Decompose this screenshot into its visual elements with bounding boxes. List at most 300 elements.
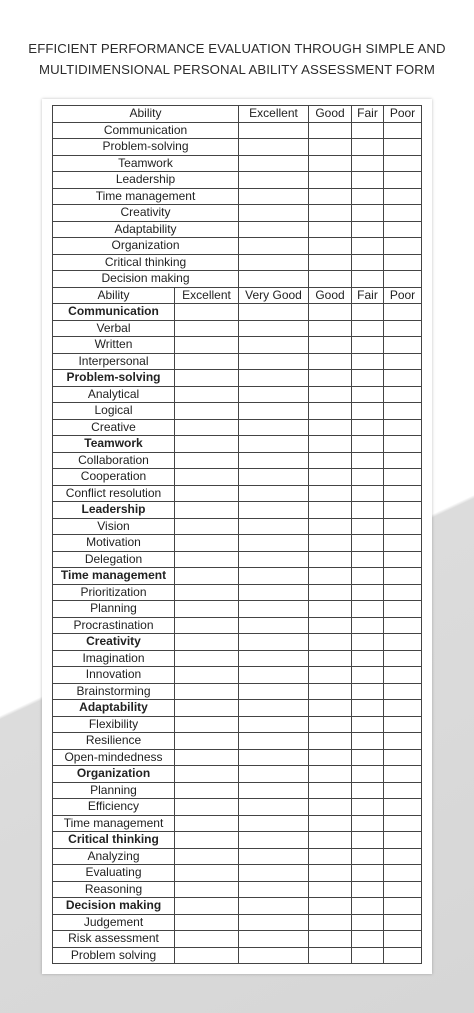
rating-cell-good[interactable] [309,155,352,172]
rating-cell-excellent[interactable] [239,205,309,222]
rating-cell-poor[interactable] [384,535,422,552]
rating-cell-good[interactable] [309,205,352,222]
rating-cell-good[interactable] [309,172,352,189]
table2-header-row [53,287,422,304]
rating-cell-excellent[interactable] [175,452,239,469]
rating-cell-very-good[interactable] [239,667,309,684]
rating-cell-poor[interactable] [384,931,422,948]
rating-cell-poor[interactable] [384,188,422,205]
rating-cell-excellent[interactable] [175,667,239,684]
table2-group-label: Organization [53,766,175,783]
table2-item-label: Time management [53,815,175,832]
rating-cell-good[interactable] [309,337,352,354]
rating-cell-good[interactable] [309,518,352,535]
rating-cell-very-good[interactable] [239,766,309,783]
rating-cell-excellent[interactable] [175,304,239,321]
rating-cell-poor[interactable] [384,419,422,436]
table2-item-label: Verbal [53,320,175,337]
rating-cell-excellent[interactable] [175,881,239,898]
rating-cell-poor[interactable] [384,584,422,601]
rating-cell-poor[interactable] [384,155,422,172]
rating-cell-good[interactable] [309,551,352,568]
rating-cell-fair[interactable] [352,947,384,964]
table2-item-label: Imagination [53,650,175,667]
table2-group-label: Problem-solving [53,370,175,387]
rating-cell-fair[interactable] [352,353,384,370]
rating-cell-excellent[interactable] [175,898,239,915]
table1-row [53,221,422,238]
rating-cell-good[interactable] [309,419,352,436]
rating-cell-very-good[interactable] [239,733,309,750]
rating-cell-fair[interactable] [352,485,384,502]
table2-item-label: Resilience [53,733,175,750]
rating-cell-poor[interactable] [384,947,422,964]
rating-cell-fair[interactable] [352,205,384,222]
rating-cell-excellent[interactable] [175,535,239,552]
rating-cell-fair[interactable] [352,551,384,568]
rating-cell-poor[interactable] [384,551,422,568]
rating-cell-excellent[interactable] [175,799,239,816]
rating-cell-good[interactable] [309,832,352,849]
rating-cell-poor[interactable] [384,452,422,469]
rating-cell-poor[interactable] [384,518,422,535]
rating-cell-fair[interactable] [352,172,384,189]
rating-cell-excellent[interactable] [239,188,309,205]
rating-cell-excellent[interactable] [175,353,239,370]
rating-cell-excellent[interactable] [239,139,309,156]
table1-header-poor: Poor [384,106,422,123]
rating-cell-excellent[interactable] [175,766,239,783]
rating-cell-poor[interactable] [384,386,422,403]
rating-cell-excellent[interactable] [175,865,239,882]
rating-cell-excellent[interactable] [239,221,309,238]
rating-cell-very-good[interactable] [239,370,309,387]
table1-row [53,205,422,222]
rating-cell-excellent[interactable] [175,502,239,519]
table2-item-row [53,716,422,733]
rating-cell-poor[interactable] [384,881,422,898]
table2-item-row [53,881,422,898]
rating-cell-very-good[interactable] [239,518,309,535]
rating-cell-excellent[interactable] [239,254,309,271]
rating-cell-poor[interactable] [384,766,422,783]
rating-cell-very-good[interactable] [239,353,309,370]
rating-cell-good[interactable] [309,733,352,750]
table2-group-row [53,832,422,849]
rating-cell-good[interactable] [309,271,352,288]
rating-cell-excellent[interactable] [175,551,239,568]
rating-cell-good[interactable] [309,931,352,948]
rating-cell-poor[interactable] [384,700,422,717]
table1-ability-label: Leadership [53,172,239,189]
table1-ability-label: Time management [53,188,239,205]
table2-group-label: Decision making [53,898,175,915]
table2-item-label: Risk assessment [53,931,175,948]
rating-cell-poor[interactable] [384,617,422,634]
rating-cell-good[interactable] [309,848,352,865]
rating-cell-poor[interactable] [384,205,422,222]
rating-cell-very-good[interactable] [239,700,309,717]
table2-group-label: Teamwork [53,436,175,453]
rating-cell-poor[interactable] [384,254,422,271]
rating-cell-excellent[interactable] [175,568,239,585]
rating-cell-fair[interactable] [352,221,384,238]
rating-cell-excellent[interactable] [175,650,239,667]
rating-cell-very-good[interactable] [239,749,309,766]
table2-item-label: Judgement [53,914,175,931]
rating-cell-fair[interactable] [352,617,384,634]
rating-cell-very-good[interactable] [239,502,309,519]
rating-cell-fair[interactable] [352,254,384,271]
rating-cell-very-good[interactable] [239,650,309,667]
table2-item-label: Planning [53,601,175,618]
table2-header-very-good: Very Good [239,287,309,304]
rating-cell-very-good[interactable] [239,568,309,585]
rating-cell-excellent[interactable] [175,386,239,403]
rating-cell-excellent[interactable] [239,122,309,139]
rating-cell-excellent[interactable] [175,947,239,964]
table2-item-row [53,914,422,931]
rating-cell-poor[interactable] [384,749,422,766]
rating-cell-fair[interactable] [352,386,384,403]
rating-cell-excellent[interactable] [175,782,239,799]
rating-cell-fair[interactable] [352,155,384,172]
rating-cell-poor[interactable] [384,370,422,387]
rating-cell-poor[interactable] [384,221,422,238]
table2-group-row [53,898,422,915]
rating-cell-poor[interactable] [384,139,422,156]
table1-header-good: Good [309,106,352,123]
rating-cell-good[interactable] [309,238,352,255]
rating-cell-very-good[interactable] [239,469,309,486]
rating-cell-good[interactable] [309,386,352,403]
table2-item-label: Written [53,337,175,354]
table2-group-row [53,304,422,321]
rating-cell-very-good[interactable] [239,485,309,502]
rating-cell-fair[interactable] [352,271,384,288]
rating-cell-very-good[interactable] [239,452,309,469]
rating-cell-excellent[interactable] [239,155,309,172]
rating-cell-fair[interactable] [352,799,384,816]
rating-cell-good[interactable] [309,947,352,964]
rating-cell-good[interactable] [309,188,352,205]
rating-cell-fair[interactable] [352,469,384,486]
table2-item-row [53,469,422,486]
rating-cell-poor[interactable] [384,320,422,337]
table2-item-label: Reasoning [53,881,175,898]
table2-item-label: Open-mindedness [53,749,175,766]
rating-cell-poor[interactable] [384,832,422,849]
rating-cell-poor[interactable] [384,568,422,585]
rating-cell-good[interactable] [309,749,352,766]
rating-cell-fair[interactable] [352,914,384,931]
rating-cell-good[interactable] [309,221,352,238]
rating-cell-good[interactable] [309,584,352,601]
rating-cell-very-good[interactable] [239,551,309,568]
rating-cell-excellent[interactable] [175,436,239,453]
table2-group-label: Adaptability [53,700,175,717]
rating-cell-fair[interactable] [352,122,384,139]
rating-cell-very-good[interactable] [239,601,309,618]
rating-cell-good[interactable] [309,865,352,882]
rating-cell-poor[interactable] [384,865,422,882]
rating-cell-fair[interactable] [352,749,384,766]
rating-cell-fair[interactable] [352,733,384,750]
rating-cell-very-good[interactable] [239,634,309,651]
rating-cell-fair[interactable] [352,535,384,552]
rating-cell-good[interactable] [309,799,352,816]
rating-cell-fair[interactable] [352,931,384,948]
rating-cell-excellent[interactable] [175,832,239,849]
rating-cell-fair[interactable] [352,502,384,519]
rating-cell-very-good[interactable] [239,914,309,931]
rating-cell-very-good[interactable] [239,832,309,849]
table2-item-row [53,337,422,354]
rating-cell-excellent[interactable] [175,815,239,832]
rating-cell-good[interactable] [309,452,352,469]
rating-cell-fair[interactable] [352,650,384,667]
rating-cell-fair[interactable] [352,848,384,865]
rating-cell-good[interactable] [309,436,352,453]
rating-cell-excellent[interactable] [175,634,239,651]
rating-cell-good[interactable] [309,320,352,337]
rating-cell-excellent[interactable] [175,749,239,766]
rating-cell-good[interactable] [309,650,352,667]
rating-cell-good[interactable] [309,766,352,783]
rating-cell-excellent[interactable] [175,320,239,337]
rating-cell-good[interactable] [309,617,352,634]
table2-header-fair: Fair [352,287,384,304]
table2-item-row [53,601,422,618]
table2-item-label: Innovation [53,667,175,684]
rating-cell-very-good[interactable] [239,535,309,552]
table1-ability-label: Adaptability [53,221,239,238]
table2-item-label: Motivation [53,535,175,552]
rating-cell-poor[interactable] [384,634,422,651]
rating-cell-fair[interactable] [352,716,384,733]
rating-cell-good[interactable] [309,254,352,271]
rating-cell-poor[interactable] [384,733,422,750]
table2-item-row [53,931,422,948]
rating-cell-very-good[interactable] [239,386,309,403]
rating-cell-fair[interactable] [352,436,384,453]
rating-cell-poor[interactable] [384,914,422,931]
rating-cell-fair[interactable] [352,584,384,601]
rating-cell-poor[interactable] [384,848,422,865]
table2-item-label: Conflict resolution [53,485,175,502]
rating-cell-excellent[interactable] [175,716,239,733]
table2-group-label: Leadership [53,502,175,519]
rating-cell-fair[interactable] [352,815,384,832]
rating-cell-good[interactable] [309,782,352,799]
rating-cell-very-good[interactable] [239,898,309,915]
rating-cell-good[interactable] [309,403,352,420]
rating-cell-poor[interactable] [384,782,422,799]
rating-cell-excellent[interactable] [175,931,239,948]
rating-cell-fair[interactable] [352,337,384,354]
rating-cell-fair[interactable] [352,766,384,783]
rating-cell-excellent[interactable] [175,518,239,535]
rating-cell-very-good[interactable] [239,931,309,948]
rating-cell-fair[interactable] [352,634,384,651]
rating-cell-fair[interactable] [352,568,384,585]
table2-item-row [53,584,422,601]
rating-cell-poor[interactable] [384,238,422,255]
rating-cell-poor[interactable] [384,271,422,288]
rating-cell-poor[interactable] [384,337,422,354]
rating-cell-poor[interactable] [384,485,422,502]
rating-cell-excellent[interactable] [175,617,239,634]
rating-cell-fair[interactable] [352,898,384,915]
rating-cell-very-good[interactable] [239,848,309,865]
rating-cell-very-good[interactable] [239,815,309,832]
rating-cell-good[interactable] [309,914,352,931]
rating-cell-poor[interactable] [384,601,422,618]
table2-item-label: Logical [53,403,175,420]
rating-cell-good[interactable] [309,139,352,156]
rating-cell-poor[interactable] [384,469,422,486]
rating-cell-excellent[interactable] [175,700,239,717]
table2-item-row [53,535,422,552]
rating-cell-fair[interactable] [352,683,384,700]
rating-cell-good[interactable] [309,304,352,321]
rating-cell-poor[interactable] [384,650,422,667]
form-sheet [42,99,432,974]
rating-cell-poor[interactable] [384,898,422,915]
rating-cell-fair[interactable] [352,832,384,849]
rating-cell-poor[interactable] [384,304,422,321]
rating-cell-fair[interactable] [352,139,384,156]
assessment-table [52,105,422,964]
rating-cell-excellent[interactable] [175,337,239,354]
rating-cell-very-good[interactable] [239,584,309,601]
rating-cell-good[interactable] [309,370,352,387]
table1-ability-label: Problem-solving [53,139,239,156]
rating-cell-fair[interactable] [352,370,384,387]
rating-cell-very-good[interactable] [239,947,309,964]
rating-cell-very-good[interactable] [239,320,309,337]
table1-ability-label: Decision making [53,271,239,288]
rating-cell-very-good[interactable] [239,683,309,700]
table2-group-row [53,370,422,387]
rating-cell-good[interactable] [309,815,352,832]
rating-cell-excellent[interactable] [175,419,239,436]
title-line-1: EFFICIENT PERFORMANCE EVALUATION THROUGH SIMPLE AND [28,41,446,56]
table2-group-label: Communication [53,304,175,321]
rating-cell-poor[interactable] [384,502,422,519]
rating-cell-fair[interactable] [352,238,384,255]
rating-cell-fair[interactable] [352,865,384,882]
rating-cell-excellent[interactable] [239,271,309,288]
rating-cell-poor[interactable] [384,436,422,453]
rating-cell-good[interactable] [309,568,352,585]
rating-cell-good[interactable] [309,898,352,915]
table2-group-row [53,502,422,519]
rating-cell-good[interactable] [309,683,352,700]
table2-item-row [53,452,422,469]
rating-cell-fair[interactable] [352,419,384,436]
rating-cell-fair[interactable] [352,403,384,420]
rating-cell-fair[interactable] [352,320,384,337]
table2-item-label: Analytical [53,386,175,403]
rating-cell-excellent[interactable] [175,469,239,486]
rating-cell-excellent[interactable] [175,733,239,750]
rating-cell-very-good[interactable] [239,865,309,882]
rating-cell-poor[interactable] [384,799,422,816]
rating-cell-excellent[interactable] [239,172,309,189]
rating-cell-poor[interactable] [384,716,422,733]
rating-cell-good[interactable] [309,667,352,684]
rating-cell-fair[interactable] [352,304,384,321]
table2-item-row [53,518,422,535]
rating-cell-good[interactable] [309,353,352,370]
rating-cell-very-good[interactable] [239,716,309,733]
rating-cell-poor[interactable] [384,172,422,189]
rating-cell-excellent[interactable] [175,601,239,618]
rating-cell-very-good[interactable] [239,881,309,898]
table2-item-row [53,733,422,750]
rating-cell-very-good[interactable] [239,403,309,420]
rating-cell-good[interactable] [309,535,352,552]
rating-cell-fair[interactable] [352,782,384,799]
table2-item-row [53,617,422,634]
rating-cell-poor[interactable] [384,815,422,832]
rating-cell-fair[interactable] [352,188,384,205]
rating-cell-good[interactable] [309,485,352,502]
rating-cell-good[interactable] [309,700,352,717]
table2-item-label: Flexibility [53,716,175,733]
rating-cell-fair[interactable] [352,601,384,618]
rating-cell-excellent[interactable] [175,403,239,420]
rating-cell-poor[interactable] [384,403,422,420]
rating-cell-very-good[interactable] [239,782,309,799]
rating-cell-poor[interactable] [384,683,422,700]
rating-cell-excellent[interactable] [175,485,239,502]
rating-cell-poor[interactable] [384,667,422,684]
rating-cell-poor[interactable] [384,122,422,139]
rating-cell-excellent[interactable] [175,584,239,601]
rating-cell-very-good[interactable] [239,617,309,634]
rating-cell-good[interactable] [309,881,352,898]
rating-cell-excellent[interactable] [175,370,239,387]
rating-cell-good[interactable] [309,634,352,651]
rating-cell-good[interactable] [309,122,352,139]
rating-cell-good[interactable] [309,716,352,733]
rating-cell-good[interactable] [309,469,352,486]
rating-cell-good[interactable] [309,601,352,618]
rating-cell-excellent[interactable] [175,848,239,865]
rating-cell-fair[interactable] [352,881,384,898]
rating-cell-very-good[interactable] [239,799,309,816]
rating-cell-excellent[interactable] [175,683,239,700]
rating-cell-fair[interactable] [352,700,384,717]
rating-cell-fair[interactable] [352,667,384,684]
rating-cell-excellent[interactable] [175,914,239,931]
table1-row [53,172,422,189]
rating-cell-very-good[interactable] [239,436,309,453]
rating-cell-fair[interactable] [352,518,384,535]
rating-cell-good[interactable] [309,502,352,519]
table2-item-row [53,320,422,337]
rating-cell-very-good[interactable] [239,419,309,436]
table2-header-good: Good [309,287,352,304]
table2-header-excellent: Excellent [175,287,239,304]
rating-cell-very-good[interactable] [239,337,309,354]
rating-cell-very-good[interactable] [239,304,309,321]
rating-cell-excellent[interactable] [239,238,309,255]
rating-cell-fair[interactable] [352,452,384,469]
rating-cell-poor[interactable] [384,353,422,370]
